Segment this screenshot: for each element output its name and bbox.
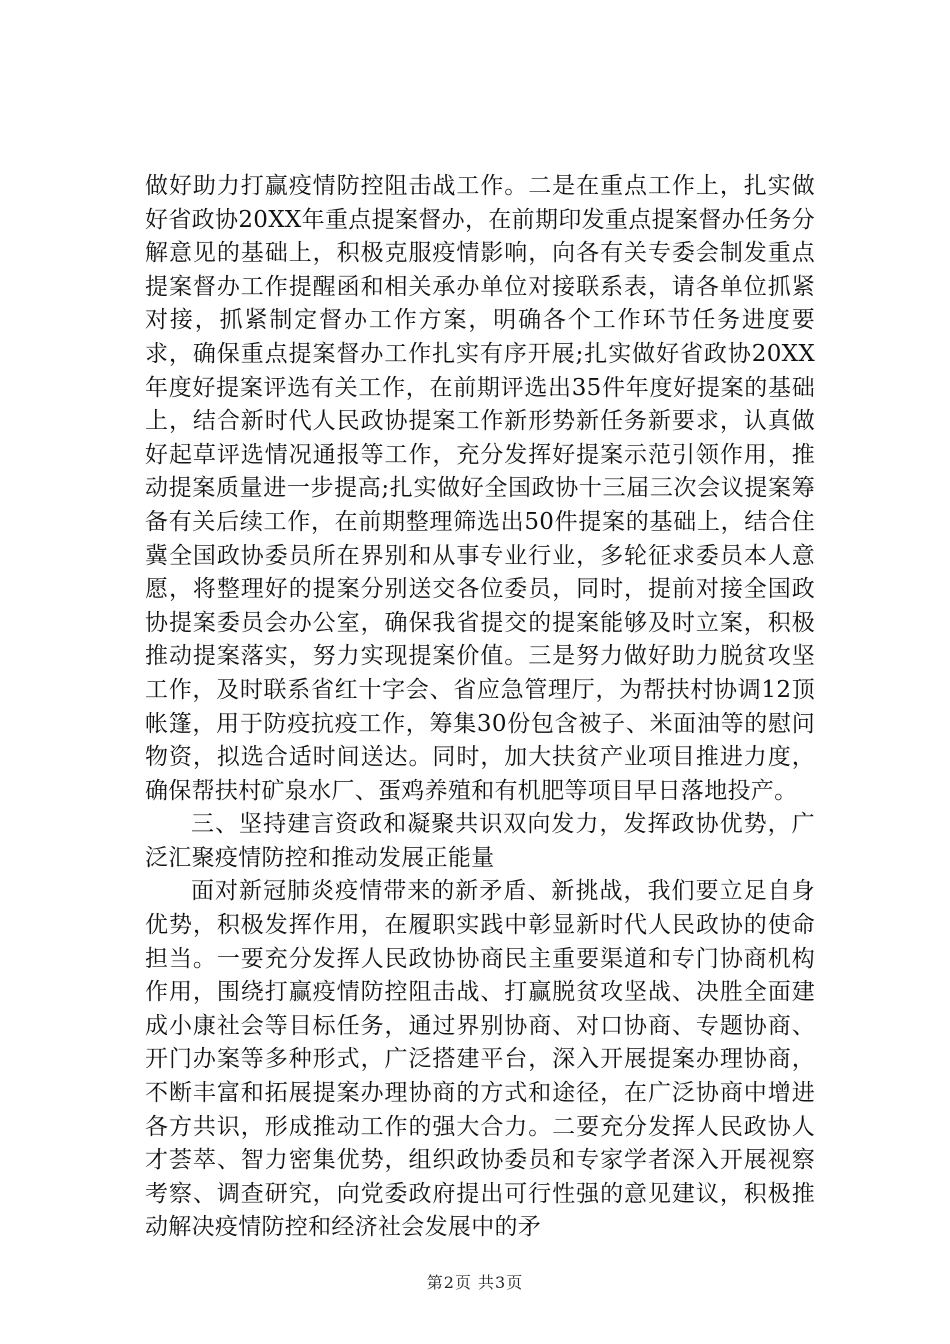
section-heading: 三、坚持建言资政和凝聚共识双向发力，发挥政协优势，广泛汇聚疫情防控和推动发展正能量 [145, 811, 815, 871]
document-body [145, 170, 815, 1245]
page-number-footer: 第2页 共3页 [426, 1273, 524, 1292]
paragraph-continued: 做好助力打赢疫情防控阻击战工作。二是在重点工作上，扎实做好省政协20XX年重点提案督办，在前期印发重点提案督办任务分解意见的基础上，积极克服疫情影响，向各有关专委会制发重点提案督办工作提醒函和相关承办单位对接联系表，请各单位抓紧对接，抓紧制定督办工作方案，明确各个工作环节任务进度要求，确保重点提案督办工作扎实有序开展;扎实做好省政协20XX年度好提案评选有关工作，在前期评选出35件年度好提案的基础上，结合新时代人民政协提案工作新形势新任务新要求，认真做好起草评选情况通报等工作，充分发挥好提案示范引领作用，推动提案质量进一步提高;扎实做好全国政协十三届三次会议提案筹备有关后续工作，在前期整理筛选出50件提案的基础上，结合住冀全国政协委员所在界别和从事专业行业，多轮征求委员本人意愿，将整理好的提案分别送交各位委员，同时，提前对接全国政协提案委员会办公室，确保我省提交的提案能够及时立案，积极推动提案落实，努力实现提案价值。三是努力做好助力脱贫攻坚工作，及时联系省红十字会、省应急管理厅，为帮扶村协调12顶帐篷，用于防疫抗疫工作，筹集30份包含被子、米面油等的慰问物资，拟选合适时间送达。同时，加大扶贫产业项目推进力度，确保帮扶村矿泉水厂、蛋鸡养殖和有机肥等项目早日落地投产。 [145, 173, 815, 804]
paragraph: 面对新冠肺炎疫情带来的新矛盾、新挑战，我们要立足自身优势，积极发挥作用，在履职实践中彰显新时代人民政协的使命担当。一要充分发挥人民政协协商民主重要渠道和专门协商机构作用，围绕打赢疫情防控阻击战、打赢脱贫攻坚战、决胜全面建成小康社会等目标任务，通过界别协商、对口协商、专题协商、开门办案等多种形式，广泛搭建平台，深入开展提案办理协商，不断丰富和拓展提案办理协商的方式和途径，在广泛协商中增进各方共识，形成推动工作的强大合力。二要充分发挥人民政协人才荟萃、智力密集优势，组织政协委员和专家学者深入开展视察考察、调查研究，向党委政府提出可行性强的意见建议，积极推动解决疫情防控和经济社会发展中的矛 [145, 878, 815, 1241]
